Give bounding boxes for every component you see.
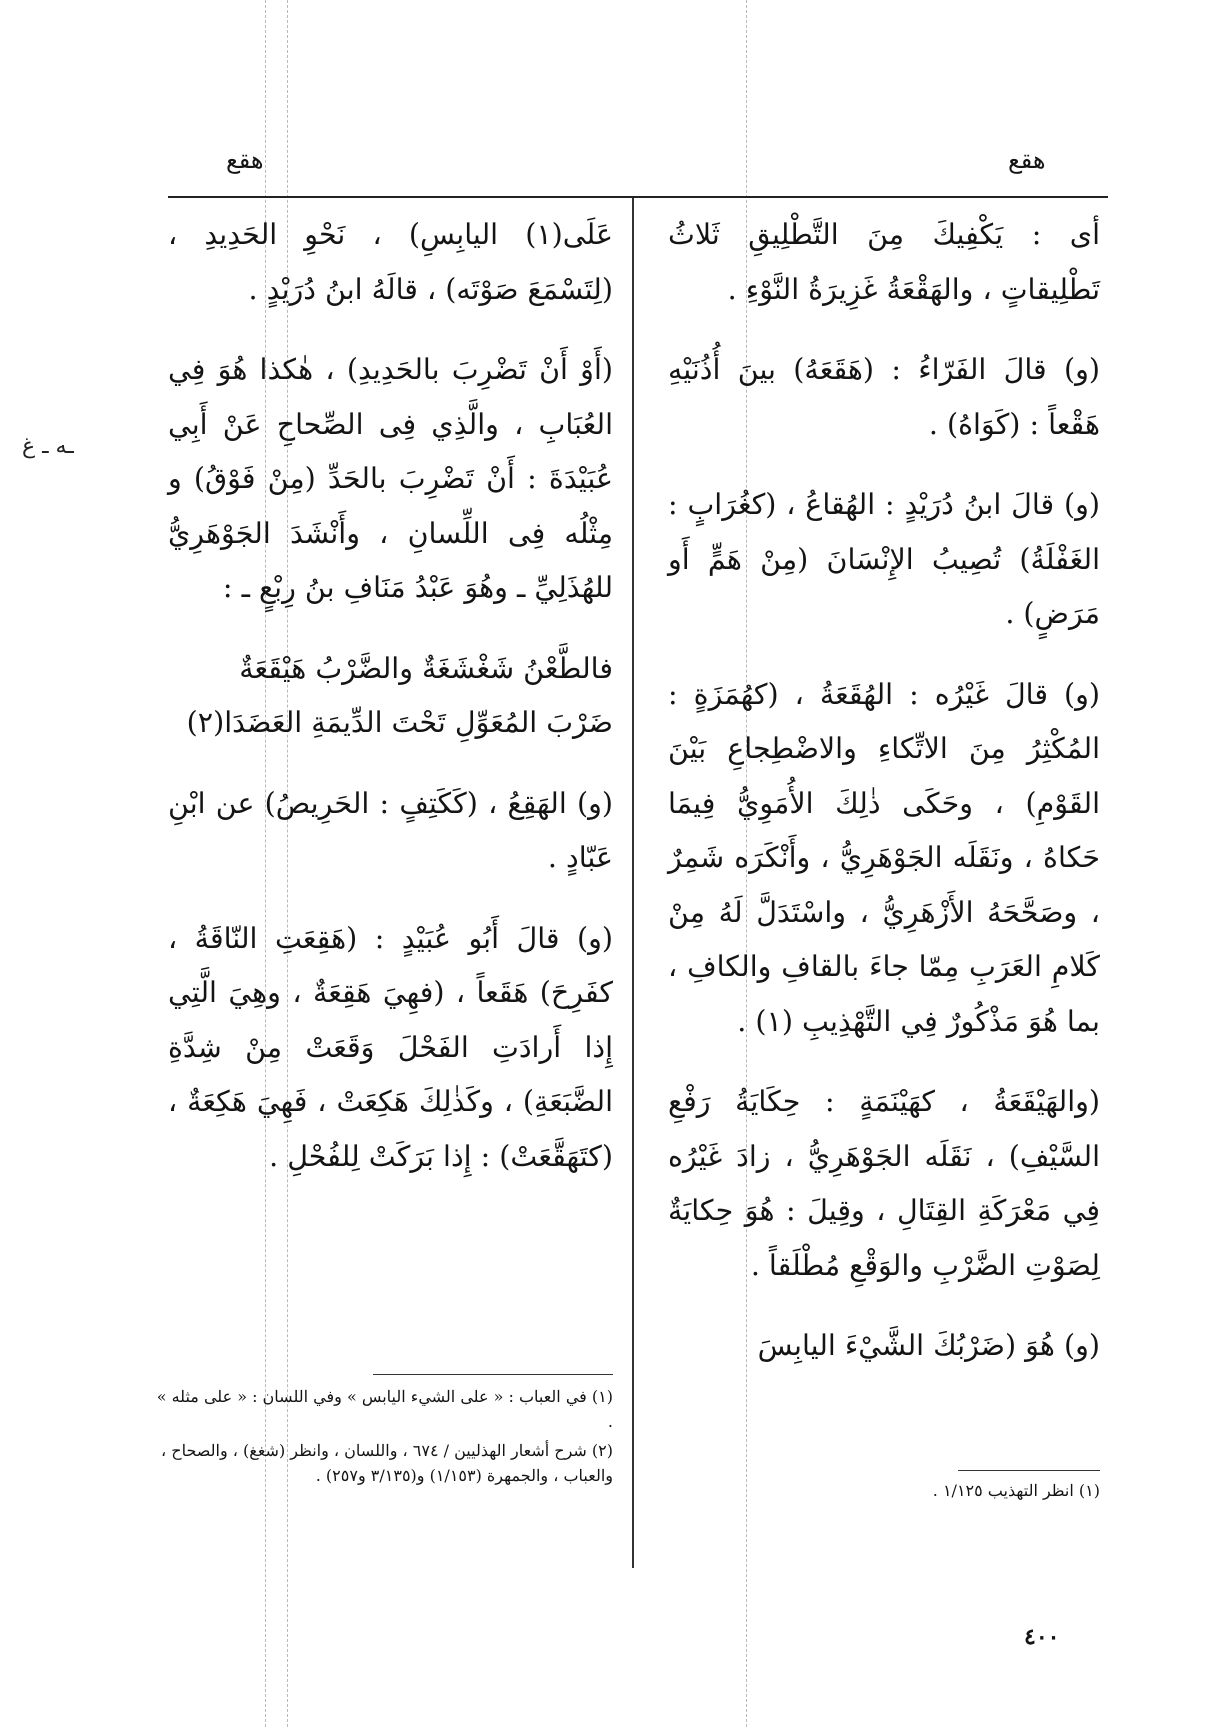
paragraph: (و) قالَ الفَرّاءُ : (هَقَعَهُ) بينَ أُذُنَيْهِ هَقْعاً : (كَوَاهُ) . — [668, 353, 1100, 441]
paragraph: (و) قالَ ابنُ دُرَيْدٍ : الهُقاعُ ، (كغُرَابٍ : الغَفْلَةُ) تُصِيبُ الإِنْسَانَ (مِنْ هَمٍّ أَو مَرَضٍ) . — [668, 488, 1100, 630]
right-footnotes — [668, 1478, 1100, 1507]
paragraph: (والهَيْقَعَةُ ، كهَيْنَمَةٍ : حِكَايَةُ رَفْعِ السَّيْفِ) ، نَقَلَه الجَوْهَرِيُّ ، زادَ غَيْرُه فِي مَعْرَكَةِ القِتَالِ ، وقِيلَ : هُوَ حِكايَةٌ لِصَوْتِ الضَّرْبِ والوَقْعِ مُطْلَقاً . — [668, 1085, 1100, 1282]
header-word-right: هقع — [1008, 146, 1046, 174]
footnote: (٢) شرح أشعار الهذليين / ٦٧٤ ، واللسان ، وانظر (شغغ) ، والصحاح ، والعباب ، والجمهرة (١/١٥٣) و(٣/١٣٥ و٢٥٧) . — [161, 1441, 613, 1485]
footnote-rule-left — [373, 1374, 613, 1375]
footnote-rule-right — [958, 1470, 1100, 1471]
paragraph: (و) قالَ أَبُو عُبَيْدٍ : (هَقِعَتِ النّاقَةُ ، كفَرِحَ) هَقَعاً ، (فهِيَ هَقِعَةٌ ، وهِيَ الَّتِي إِذا أَرادَتِ الفَحْلَ وَقَعَتْ مِنْ شِدَّةِ الضَّبَعَةِ) ، وكَذٰلِكَ هَكِعَتْ ، فَهِيَ هَكِعَةٌ ، (كتَهَقَّعَتْ) : إِذا بَرَكَتْ لِلفُحْلِ . — [168, 921, 613, 1173]
header-rule — [168, 196, 1108, 198]
column-divider — [632, 198, 634, 1568]
left-footnotes — [150, 1384, 613, 1492]
verse-line: ضَرْبَ المُعَوِّلِ تَحْتَ الدِّيمَةِ العَضَدَا(٢) — [186, 706, 613, 739]
footnote: (١) انظر التهذيب ١/١٢٥ . — [932, 1481, 1100, 1500]
left-column — [168, 208, 613, 1210]
footnote: (١) في العباب : « على الشيء اليابس » وفي اللسان : « على مثله » . — [156, 1387, 613, 1431]
poetry-verse — [168, 642, 613, 751]
page-number: ٤٠٠ — [1024, 1624, 1060, 1650]
paragraph: (و) الهَقِعُ ، (كَكَتِفٍ : الحَرِيصُ) عن ابْنِ عَبّادٍ . — [168, 786, 613, 874]
paragraph: (و) هُوَ (ضَرْبُكَ الشَّيْءَ اليابِسَ — [757, 1329, 1100, 1362]
margin-mark: ـه ـ غ — [22, 434, 74, 459]
paragraph: (أَوْ أَنْ تَضْرِبَ بالحَدِيدِ) ، هٰكذا هُوَ فِي العُبَابِ ، والَّذِي فِى الصِّحاحِ عَنْ أَبِي عُبَيْدَةَ : أَنْ تَضْرِبَ بالحَدِّ (مِنْ فَوْقُ) و مِثْلُه فِى اللِّسانِ ، وأَنْشَدَ الجَوْهَرِيُّ للهُذَلِيِّ ـ وهُوَ عَبْدُ مَنَافِ بنُ رِبْعٍ ـ : — [168, 353, 613, 604]
paragraph: أى : يَكْفِيكَ مِنَ التَّطْلِيقِ ثَلاثُ تَطْلِيقاتٍ ، والهَقْعَةُ غَزِيرَةُ النَّوْءِ . — [668, 218, 1100, 306]
verse-line: فالطَّعْنُ شَغْشَغَةٌ والضَّرْبُ هَيْقَعَةٌ — [239, 651, 613, 685]
right-column — [668, 208, 1100, 1400]
paragraph: عَلَى(١) اليابِسِ) ، نَحْوِ الحَدِيدِ ، (لِتَسْمَعَ صَوْتَه) ، قالَهُ ابنُ دُرَيْدٍ . — [168, 218, 613, 306]
header-word-left: هقع — [226, 146, 264, 174]
paragraph: (و) قالَ غَيْرُه : الهُقَعَةُ ، (كهُمَزَةٍ : المُكْثِرُ مِنَ الاتِّكاءِ والاضْطِجاعِ بَيْنَ القَوْمِ) ، وحَكَى ذٰلِكَ الأُمَوِيُّ فِيمَا حَكاهُ ، ونَقَلَه الجَوْهَرِيُّ ، وأَنْكَرَه شَمِرٌ ، وصَحَّحَهُ الأَزْهَرِيُّ ، واسْتَدَلَّ لَهُ مِنْ كَلامِ العَرَبِ مِمّا جاءَ بالقافِ والكافِ ، بما هُوَ مَذْكُورٌ فِي التَّهْذِيبِ (١) . — [668, 677, 1100, 1038]
